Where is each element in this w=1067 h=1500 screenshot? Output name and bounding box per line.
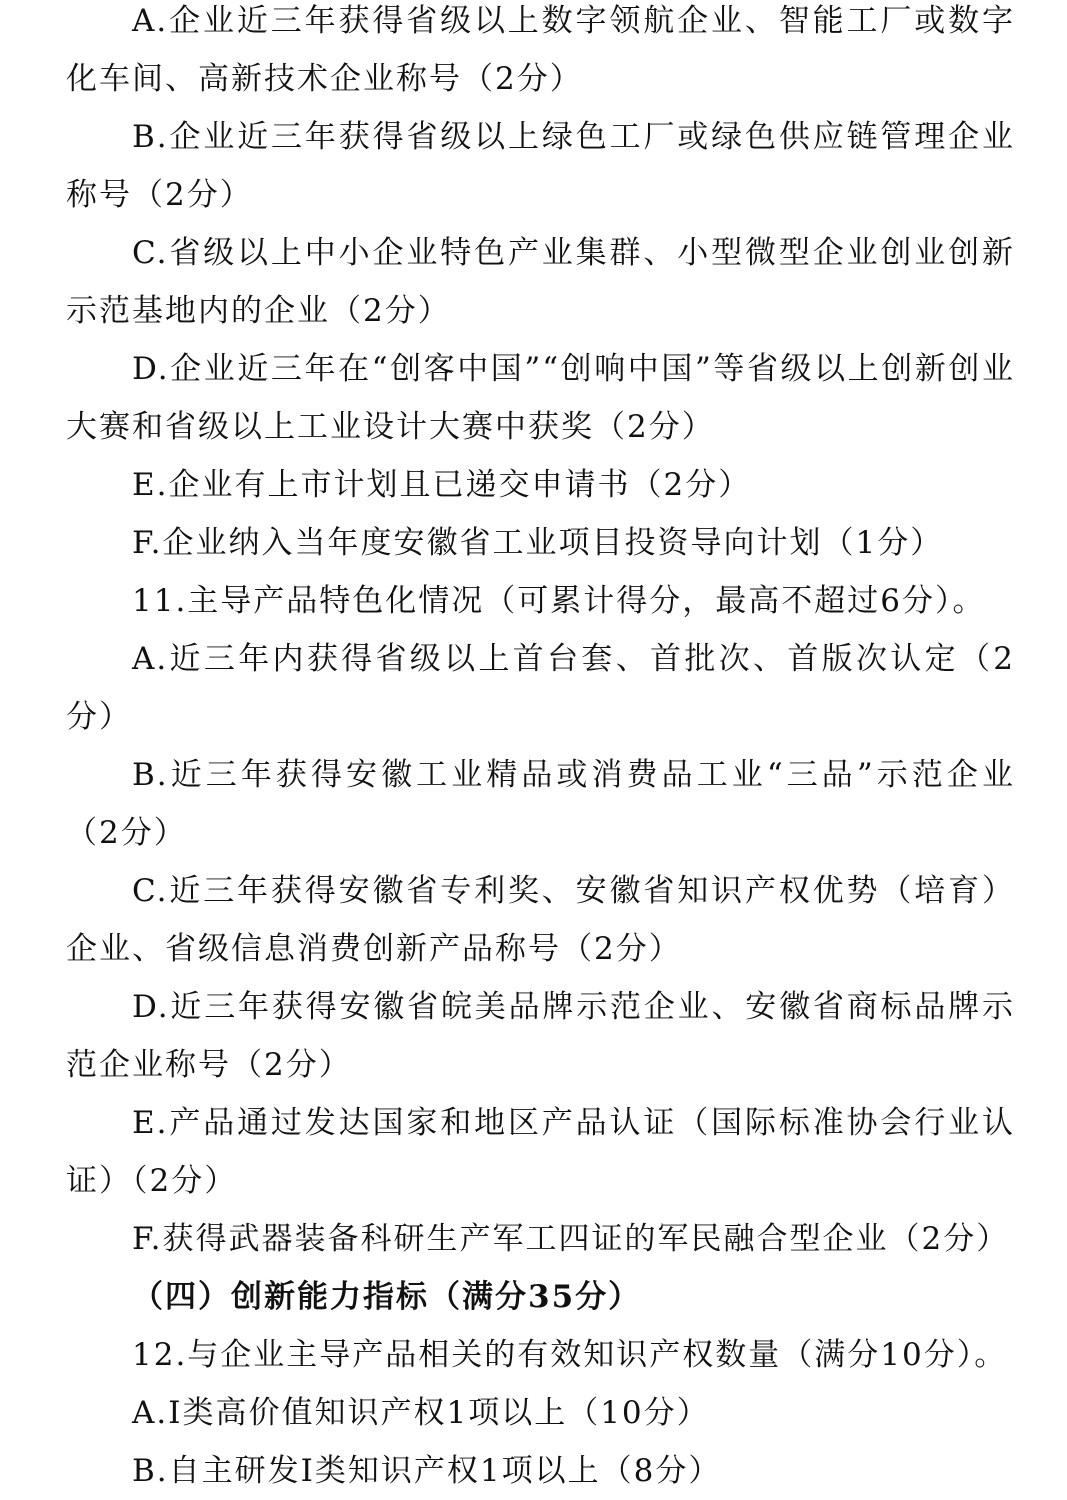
criterion-12-heading: 12.与企业主导产品相关的有效知识产权数量（满分10分）。	[132, 1337, 1008, 1373]
criterion-11-heading: 11.主导产品特色化情况（可累计得分，最高不超过6分）。	[132, 583, 986, 619]
item-e-listing-plan: E.企业有上市计划且已递交申请书（2分）	[132, 467, 752, 503]
item-f-investment-plan: F.企业纳入当年度安徽省工业项目投资导向计划（1分）	[132, 525, 944, 561]
item-11f-military-civil: F.获得武器装备科研生产军工四证的军民融合型企业（2分）	[132, 1221, 1010, 1257]
item-11a-first-set: A.近三年内获得省级以上首台套、首批次、首版次认定（2分）	[66, 641, 1015, 735]
item-12a-high-value-ip: A.I类高价值知识产权1项以上（10分）	[132, 1395, 710, 1431]
item-c-industrial-cluster: C.省级以上中小企业特色产业集群、小型微型企业创业创新示范基地内的企业（2分）	[66, 235, 1015, 329]
section-4-heading: （四）创新能力指标（满分35分）	[132, 1279, 642, 1315]
item-b-green-factory: B.企业近三年获得省级以上绿色工厂或绿色供应链管理企业称号（2分）	[66, 119, 1015, 213]
item-11b-fine-products: B.近三年获得安徽工业精品或消费品工业“三品”示范企业（2分）	[66, 757, 1015, 851]
item-12b-self-developed-ip: B.自主研发I类知识产权1项以上（8分）	[132, 1453, 722, 1489]
item-a-digital-title: A.企业近三年获得省级以上数字领航企业、智能工厂或数字化车间、高新技术企业称号（2分）	[66, 3, 1015, 97]
item-d-competition-award: D.企业近三年在“创客中国”“创响中国”等省级以上创新创业大赛和省级以上工业设计大赛中获奖（2分）	[66, 351, 1015, 445]
item-11d-brand-demo: D.近三年获得安徽省皖美品牌示范企业、安徽省商标品牌示范企业称号（2分）	[66, 989, 1015, 1083]
item-11c-patent-award: C.近三年获得安徽省专利奖、安徽省知识产权优势（培育）企业、省级信息消费创新产品称号（2分）	[66, 873, 1015, 967]
item-11e-certification: E.产品通过发达国家和地区产品认证（国际标准协会行业认证）（2分）	[66, 1105, 1015, 1199]
